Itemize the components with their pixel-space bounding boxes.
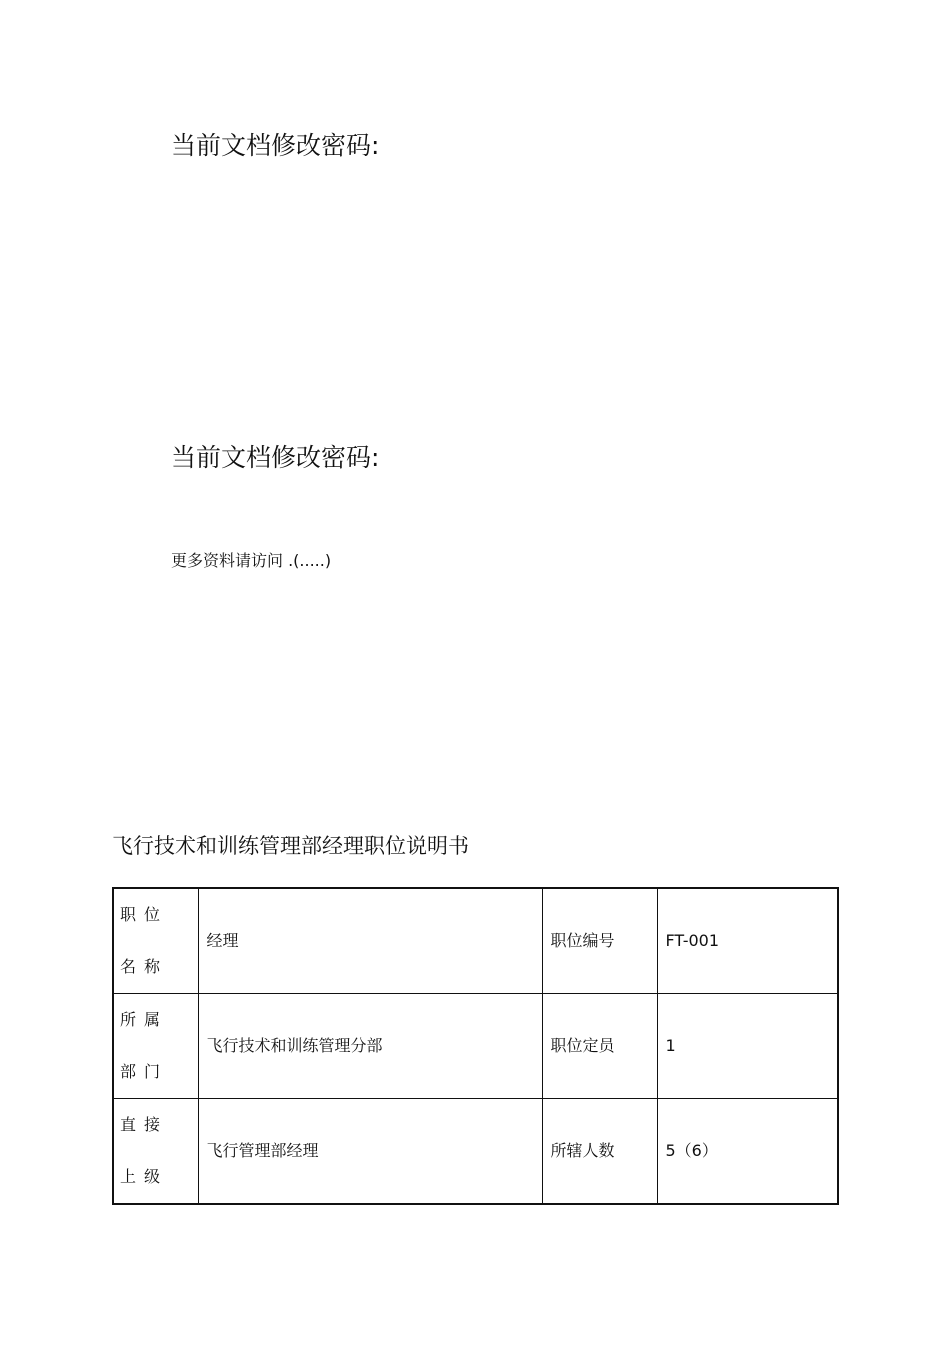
subordinates-value: 5（6） — [657, 1099, 838, 1205]
department-value: 飞行技术和训练管理分部 — [198, 994, 542, 1099]
department-label: 所属部门 — [113, 994, 198, 1099]
job-info-table — [112, 887, 839, 1205]
password-label: 当前文档修改密码: — [171, 131, 380, 160]
position-name-label: 职位名称 — [113, 888, 198, 994]
table-row — [113, 1099, 838, 1205]
password-label-repeat: 当前文档修改密码: — [171, 443, 380, 472]
position-name-value: 经理 — [198, 888, 542, 994]
position-code-label: 职位编号 — [542, 888, 657, 994]
supervisor-label: 直接上级 — [113, 1099, 198, 1205]
table-row — [113, 994, 838, 1099]
headcount-label: 职位定员 — [542, 994, 657, 1099]
document-title: 飞行技术和训练管理部经理职位说明书 — [112, 834, 469, 858]
position-code-value: FT-001 — [657, 888, 838, 994]
supervisor-value: 飞行管理部经理 — [198, 1099, 542, 1205]
subordinates-label: 所辖人数 — [542, 1099, 657, 1205]
more-info-text: 更多资料请访问 .(.....) — [171, 551, 332, 570]
table-row — [113, 888, 838, 994]
headcount-value: 1 — [657, 994, 838, 1099]
